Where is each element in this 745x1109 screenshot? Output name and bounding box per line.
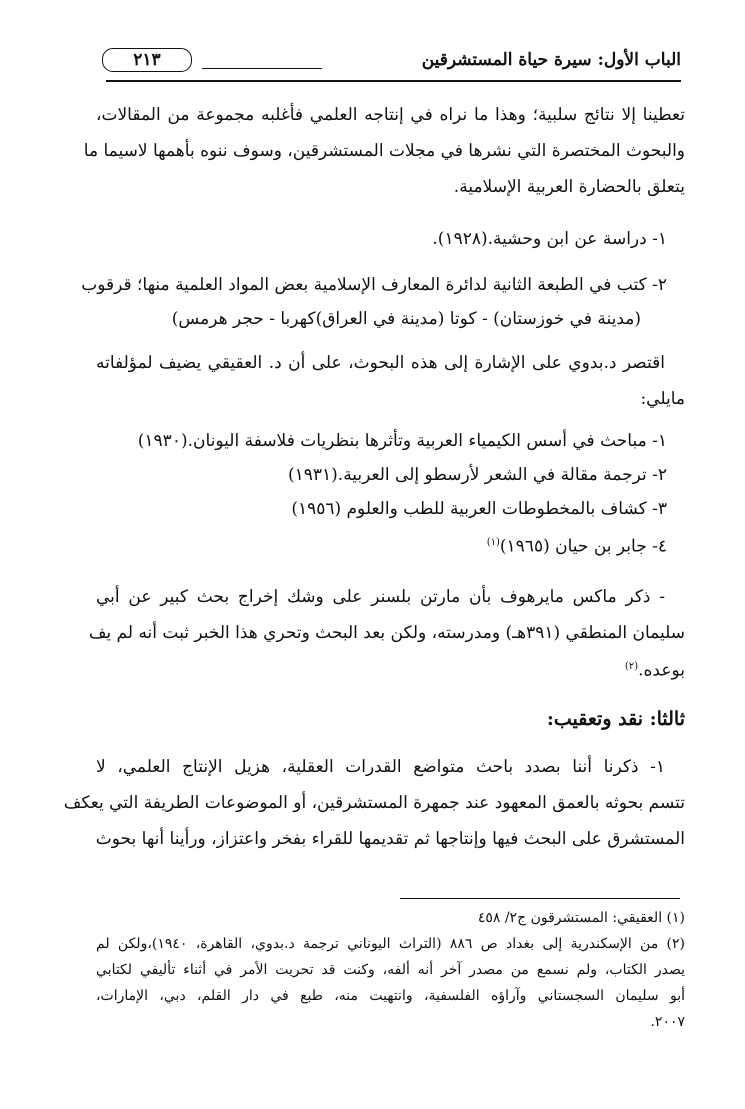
footnote-marker[interactable]: (٢)	[624, 661, 639, 672]
chapter-title: الباب الأول: سيرة حياة المستشرقين	[421, 50, 681, 70]
text-line: تعطينا إلا نتائج سلبية؛ وهذا ما نراه في إنتاجه العلمي فأغلبه مجموعة من المقالات،	[96, 105, 685, 125]
list-item: ٣- كشاف بالمخطوطات العربية للطب والعلوم (١٩٥٦)	[291, 499, 667, 519]
footnote-2-line: ٢٠٠٧.	[650, 1014, 685, 1030]
footnote-marker[interactable]: (١)	[486, 537, 500, 548]
text-line: تتسم بحوثه بالعمق المعهود عند جمهرة المستشرقين، أو الموضوعات الطريفة التي يعكف	[63, 793, 685, 813]
text-line	[96, 652, 685, 686]
header-ornament-line	[202, 68, 322, 69]
list-item: ٢- كتب في الطبعة الثانية لدائرة المعارف الإسلامية بعض المواد العلمية منها؛ قرقوب	[81, 275, 667, 295]
text-line: المستشرق على البحث فيها وإنتاجها ثم تقديمها للقراء بفخر واعتزاز، ورأينا أنها بحوث	[95, 829, 685, 849]
text-line: والبحوث المختصرة التي نشرها في مجلات المستشرقين، وسوف ننوه بأهمها لاسيما ما	[83, 141, 685, 161]
text-line: اقتصر د.بدوي على الإشارة إلى هذه البحوث، على أن د. العقيقي يضيف لمؤلفاته	[96, 353, 665, 373]
page-number: ٢١٣	[102, 48, 192, 72]
list-item-text: ٤- جابر بن حيان (١٩٦٥)	[499, 536, 667, 557]
footnote-2-line: يصدر الكتاب، ولم نسمع من مصدر آخر أنه ألفه، وكنت قد تحريت الأمر في أثناء تأليفي لكتابي	[96, 962, 685, 978]
footnote-2-line: أبو سليمان السجستاني وآراؤه الفلسفية، وانتهيت منه، طبع في دار القلم، دبي، الإمارات،	[96, 988, 685, 1004]
list-item	[96, 528, 667, 562]
text-segment: بوعده.	[638, 660, 685, 681]
text-line: سليمان المنطقي (٣٩١هـ) ومدرسته، ولكن بعد البحث وتحري هذا الخبر ثبت أنه لم يف	[88, 623, 685, 643]
footnote-1: (١) العقيقي: المستشرقون ج٢/ ٤٥٨	[477, 910, 685, 926]
list-item: ١- مباحث في أسس الكيمياء العربية وتأثرها بنظريات فلاسفة اليونان.(١٩٣٠)	[137, 431, 667, 451]
footnote-2: (٢) من الإسكندرية إلى بغداد ص ٨٨٦ (التراث اليوناني ترجمة د.بدوي، القاهرة، ١٩٤٠)،ولكن لم	[96, 936, 685, 952]
header-rule	[106, 80, 681, 82]
text-line: - ذكر ماكس مايرهوف بأن مارتن بلسنر على وشك إخراج بحث كبير عن أبي	[96, 587, 665, 607]
text-line: يتعلق بالحضارة العربية الإسلامية.	[453, 177, 685, 197]
text-line: مايلي:	[640, 389, 685, 409]
list-item: ١- دراسة عن ابن وحشية.(١٩٢٨).	[432, 229, 667, 249]
text-line: ١- ذكرنا أننا بصدد باحث متواضع القدرات العقلية، هزيل الإنتاج العلمي، لا	[96, 757, 665, 777]
footnote-separator	[400, 898, 680, 899]
list-item-continuation: (مدينة في خوزستان) - كوتا (مدينة في العراق)كهربا - حجر هرمس)	[171, 309, 641, 329]
list-item: ٢- ترجمة مقالة في الشعر لأرسطو إلى العربية.(١٩٣١)	[287, 465, 667, 485]
running-header	[102, 44, 681, 84]
section-heading: ثالثا: نقد وتعقيب:	[546, 708, 685, 730]
